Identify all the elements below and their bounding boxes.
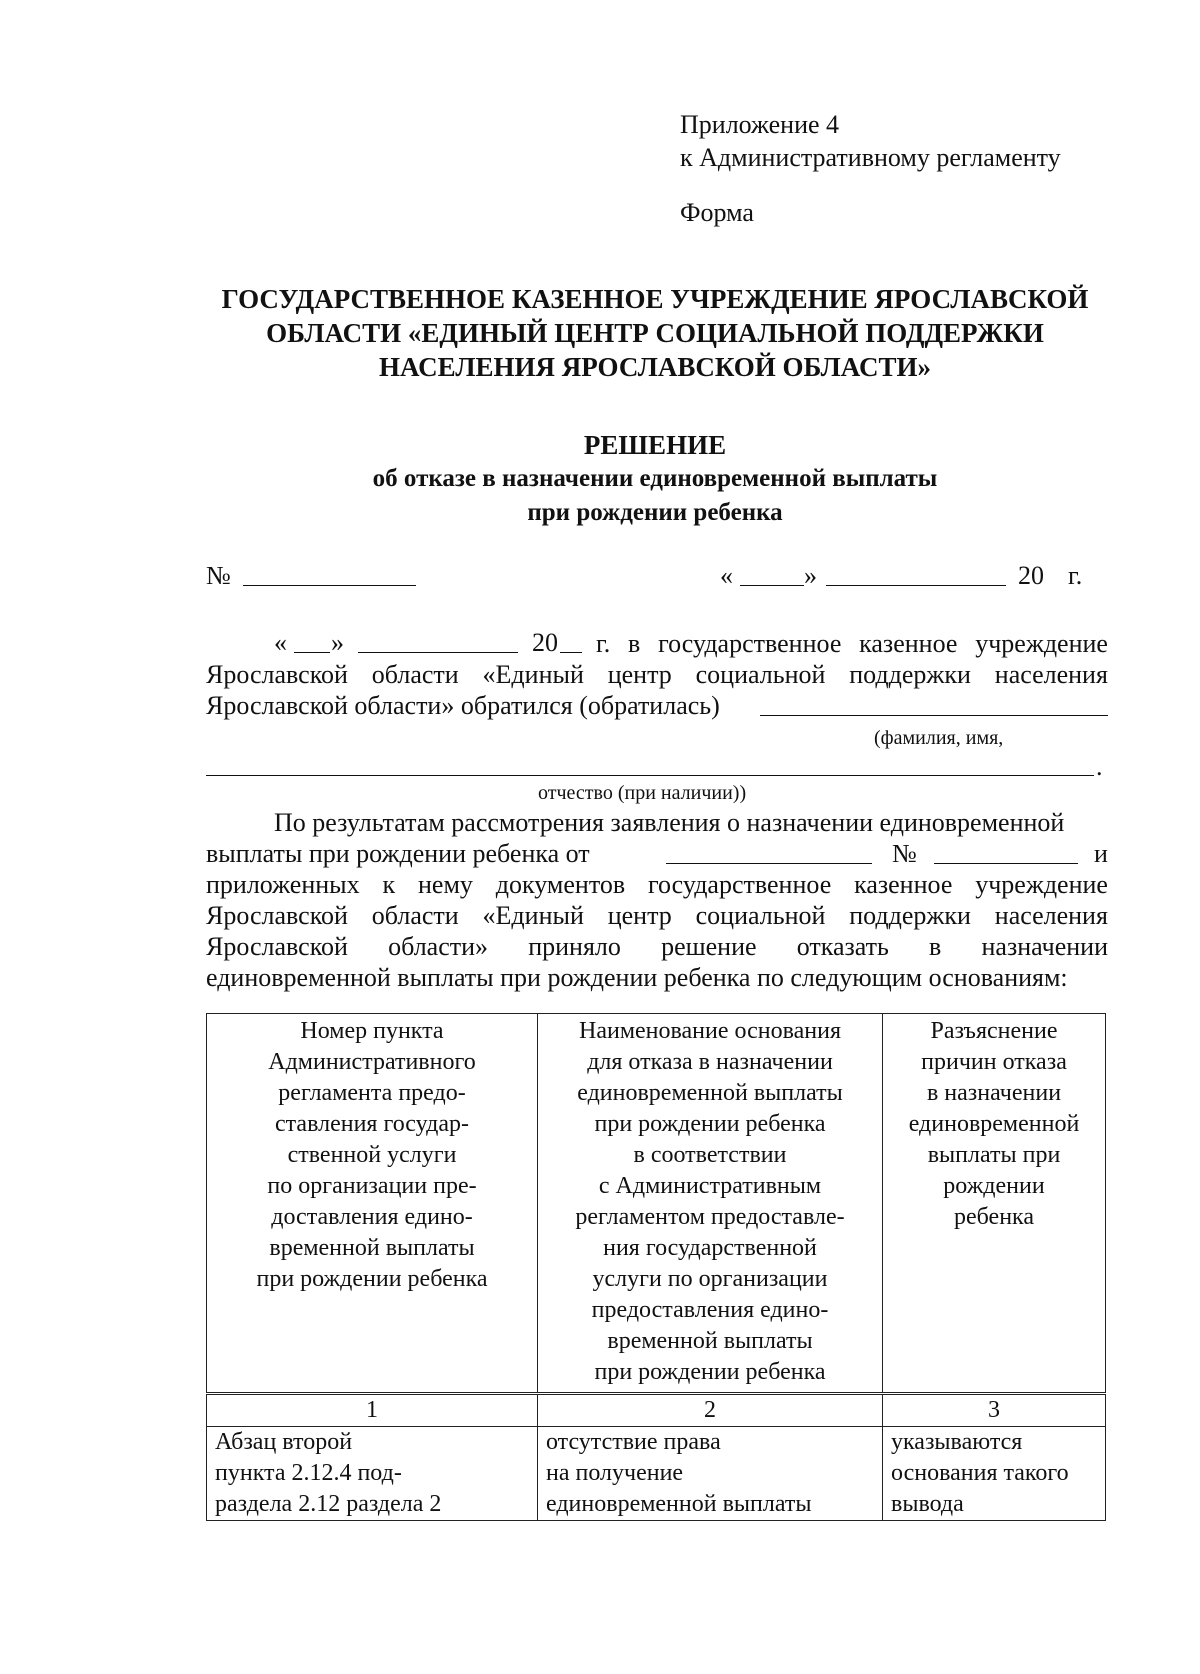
header-line: для отказа в назначении <box>587 1049 833 1075</box>
header-line: временной выплаты <box>607 1328 813 1354</box>
para2-number-sign: № <box>892 839 917 868</box>
word: к <box>382 870 396 899</box>
column-number: 2 <box>538 1394 883 1427</box>
para1-quote-open: « <box>274 628 287 657</box>
header-line: регламентом предоставле- <box>575 1204 845 1230</box>
word: поддержки <box>849 901 971 930</box>
para1-line3: Ярославской области» обратился (обратилась) <box>206 691 720 720</box>
applicant-patronymic-blank[interactable] <box>206 775 1094 776</box>
para2-line5 <box>206 931 1108 962</box>
para1-day-blank[interactable] <box>294 652 330 653</box>
line-end-period: . <box>1096 752 1103 781</box>
institution-heading <box>130 282 1180 384</box>
date-quote-open: « <box>720 561 733 590</box>
word: учреждение <box>975 629 1108 658</box>
number-blank[interactable] <box>243 585 416 586</box>
word: «Единый <box>482 660 584 689</box>
day-blank[interactable] <box>740 585 804 586</box>
word: в <box>628 629 641 658</box>
header-line: Наименование основания <box>578 1018 841 1044</box>
application-date-blank[interactable] <box>666 863 872 864</box>
header-line: единовременной выплаты <box>577 1080 843 1106</box>
word: г. <box>596 629 611 658</box>
header-line: Номер пункта <box>300 1018 444 1044</box>
appendix-number: Приложение 4 <box>680 110 840 139</box>
cell-line: Абзац второй <box>215 1429 353 1455</box>
decision-subtitle: при рождении ребенка <box>527 499 783 526</box>
institution-line: ОБЛАСТИ «ЕДИНЫЙ ЦЕНТР СОЦИАЛЬНОЙ ПОДДЕРЖКИ <box>266 318 1044 348</box>
word: социальной <box>695 901 826 930</box>
word: в <box>929 932 942 961</box>
header-line: ребенка <box>954 1204 1034 1230</box>
cell-line: вывода <box>891 1491 964 1517</box>
header-line: при рождении ребенка <box>256 1266 488 1292</box>
cell-line: указываются <box>891 1429 1023 1455</box>
header-line: ставления государ- <box>275 1111 469 1137</box>
word: Ярославской <box>206 660 348 689</box>
header-cell-explanation <box>883 1014 1106 1394</box>
cell-line: отсутствие права <box>546 1429 721 1455</box>
number-sign: № <box>206 561 231 590</box>
refusal-grounds-table <box>206 1013 1106 1521</box>
header-line: единовременной <box>908 1111 1080 1137</box>
column-number: 3 <box>883 1394 1106 1427</box>
word: учреждение <box>975 870 1108 899</box>
word: назначении <box>981 932 1108 961</box>
applicant-name-blank[interactable] <box>760 715 1108 716</box>
application-number-blank[interactable] <box>934 863 1078 864</box>
para2-and: и <box>1094 839 1108 868</box>
table-header-row <box>207 1014 1106 1394</box>
header-line: при рождении ребенка <box>594 1359 826 1385</box>
applicant-patronymic-hint: отчество (при наличии)) <box>538 782 747 804</box>
header-line: предоставления едино- <box>591 1297 829 1323</box>
form-label: Форма <box>680 198 754 227</box>
header-line: услуги по организации <box>592 1266 828 1292</box>
year-suffix: г. <box>1068 561 1083 590</box>
header-line: с Административным <box>598 1173 822 1199</box>
header-cell-ground-name <box>538 1014 883 1394</box>
word: социальной <box>695 660 826 689</box>
header-line: при рождении ребенка <box>594 1111 826 1137</box>
word: Ярославской <box>206 932 348 961</box>
para2-line3 <box>206 869 1108 900</box>
word: населения <box>994 901 1108 930</box>
header-line: в назначении <box>926 1080 1062 1106</box>
institution-line: ГОСУДАРСТВЕННОЕ КАЗЕННОЕ УЧРЕЖДЕНИЕ ЯРОСЛАВСКОЙ <box>221 284 1089 314</box>
para2-line4 <box>206 900 1108 931</box>
word: населения <box>994 660 1108 689</box>
para1-line1 <box>596 628 1108 659</box>
table-column-numbers-row <box>207 1394 1106 1427</box>
table-cell <box>207 1427 538 1521</box>
para1-month-blank[interactable] <box>358 652 518 653</box>
header-line: регламента предо- <box>278 1080 466 1106</box>
date-quote-close: » <box>804 561 817 590</box>
para2-line2a: выплаты при рождении ребенка от <box>206 839 590 868</box>
header-line: рождении <box>943 1173 1045 1199</box>
para2-line6: единовременной выплаты при рождении ребенка по следующим основаниям: <box>206 963 1068 992</box>
table-cell <box>883 1427 1106 1521</box>
header-cell-clause-number <box>207 1014 538 1394</box>
para1-quote-close: » <box>331 628 344 657</box>
para1-year: 20 <box>532 628 558 657</box>
header-line: выплаты при <box>927 1142 1061 1168</box>
word: области <box>371 660 459 689</box>
header-line: по организации пре- <box>267 1173 477 1199</box>
header-line: ния государственной <box>603 1235 817 1261</box>
word: приняло <box>528 932 621 961</box>
header-line: ственной услуги <box>287 1142 457 1168</box>
cell-line: раздела 2.12 раздела 2 <box>215 1491 442 1517</box>
para1-line2 <box>206 659 1108 690</box>
para1-year-blank[interactable] <box>560 652 582 653</box>
word: государственное <box>647 870 832 899</box>
header-line: Разъяснение <box>930 1018 1058 1044</box>
para2-line1: По результатам рассмотрения заявления о назначении единовременной <box>274 808 1065 837</box>
header-line: причин отказа <box>921 1049 1067 1075</box>
month-blank[interactable] <box>826 585 1006 586</box>
decision-heading <box>130 428 1180 530</box>
word: казенное <box>859 629 958 658</box>
decision-subtitle: об отказе в назначении единовременной выплаты <box>372 465 938 492</box>
column-number: 1 <box>207 1394 538 1427</box>
cell-line: основания такого <box>891 1460 1069 1486</box>
word: центр <box>607 660 672 689</box>
word: отказать <box>796 932 889 961</box>
header-line: доставления едино- <box>271 1204 473 1230</box>
word: решение <box>661 932 757 961</box>
word: казенное <box>854 870 953 899</box>
word: «Единый <box>482 901 584 930</box>
cell-line: на получение <box>546 1460 684 1486</box>
word: области <box>371 901 459 930</box>
header-line: Административного <box>268 1049 476 1075</box>
year-prefix: 20 <box>1018 561 1044 590</box>
institution-line: НАСЕЛЕНИЯ ЯРОСЛАВСКОЙ ОБЛАСТИ» <box>379 352 931 382</box>
table-row <box>207 1427 1106 1521</box>
word: нему <box>417 870 473 899</box>
appendix-regulation: к Административному регламенту <box>680 143 1061 172</box>
word: поддержки <box>849 660 971 689</box>
word: области» <box>388 932 489 961</box>
decision-title: РЕШЕНИЕ <box>583 430 727 460</box>
applicant-name-hint: (фамилия, имя, <box>874 727 1004 749</box>
word: Ярославской <box>206 901 348 930</box>
cell-line: пункта 2.12.4 под- <box>215 1460 402 1486</box>
cell-line: единовременной выплаты <box>546 1491 812 1517</box>
word: приложенных <box>206 870 360 899</box>
table-cell <box>538 1427 883 1521</box>
word: государственное <box>658 629 842 658</box>
word: центр <box>607 901 672 930</box>
word: документов <box>495 870 626 899</box>
header-line: временной выплаты <box>269 1235 475 1261</box>
header-line: в соответствии <box>633 1142 787 1168</box>
